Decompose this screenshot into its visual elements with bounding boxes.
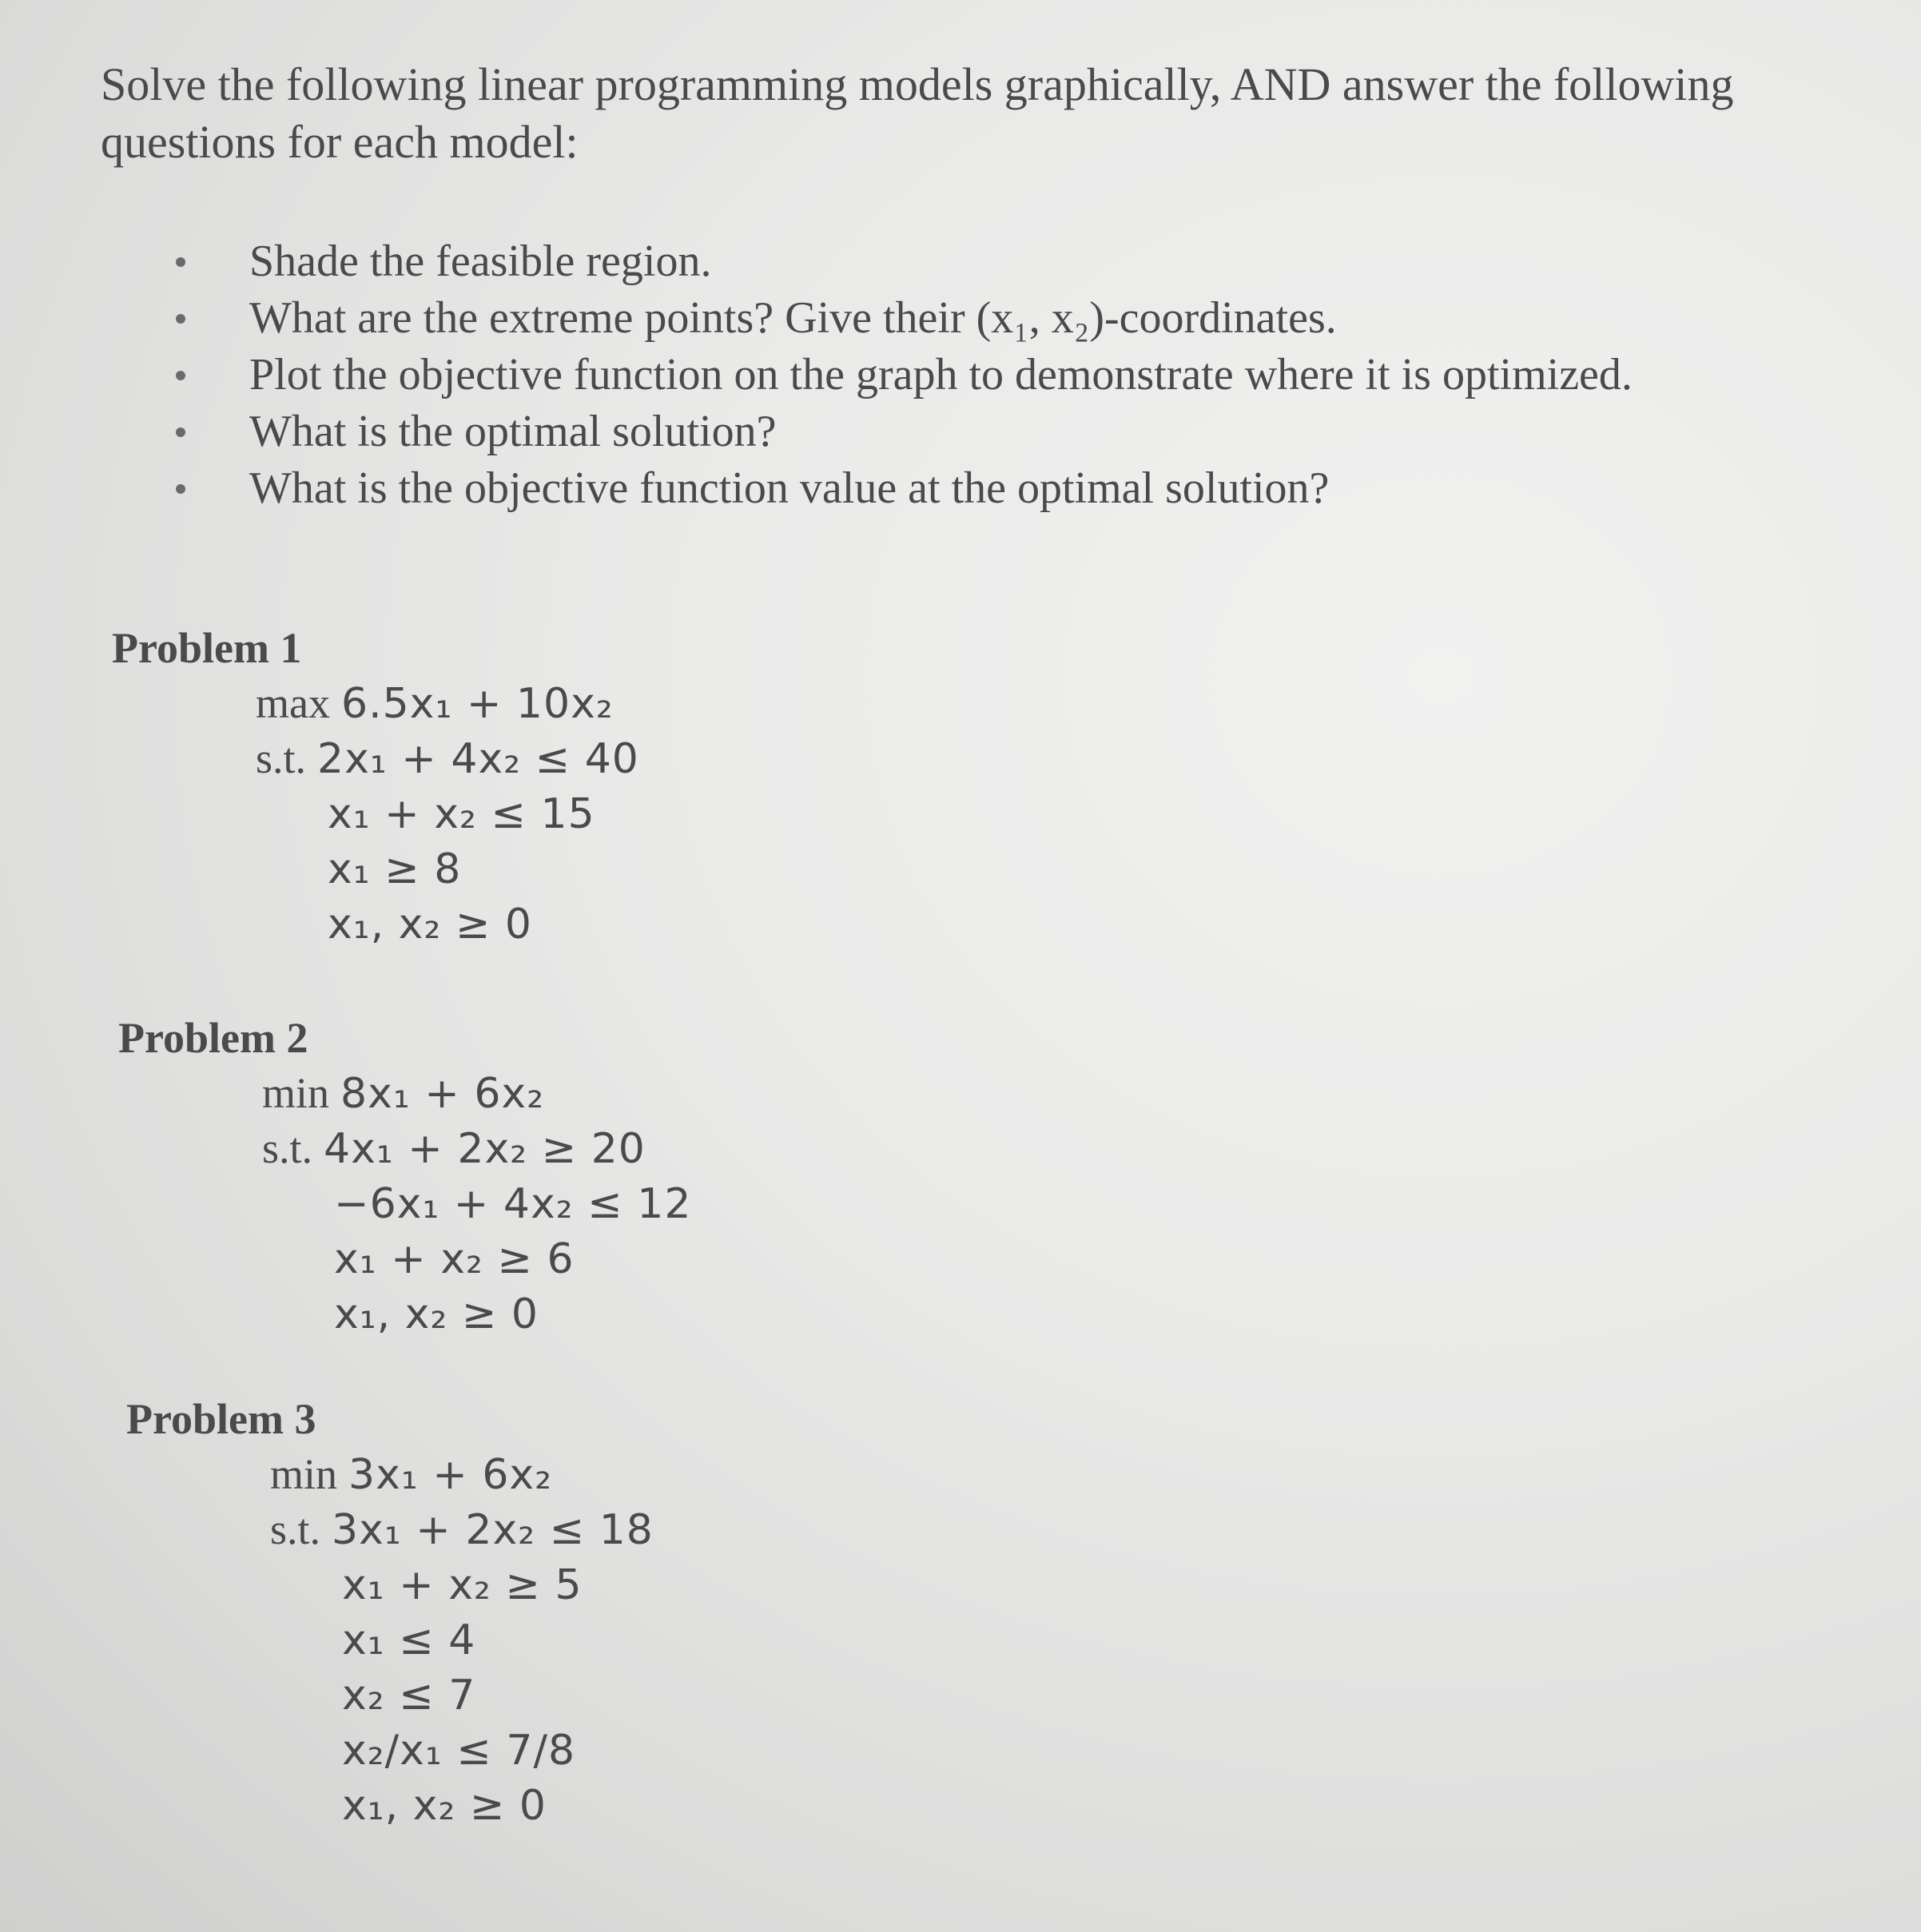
question-text: What are the extreme points? Give their (x₁, x₂)-coordinates. — [249, 293, 1337, 343]
bullet-icon — [176, 484, 185, 494]
list-item — [176, 290, 1633, 347]
objective-expression: 8x₁ + 6x₂ — [340, 1070, 545, 1118]
objective-label: min — [262, 1069, 330, 1117]
constraint-line — [262, 1231, 691, 1286]
objective-label: min — [270, 1450, 338, 1498]
objective-label: max — [256, 679, 330, 727]
question-text: What is the objective function value at the optimal solution? — [249, 463, 1330, 513]
constraint-expression: x₁ + x₂ ≤ 15 — [328, 790, 595, 838]
constraint-line — [256, 896, 639, 952]
list-item — [176, 233, 1633, 290]
constraint-expression: x₂/x₁ ≤ 7/8 — [342, 1727, 576, 1775]
constraint-line — [270, 1557, 654, 1612]
st-label: s.t. — [270, 1505, 321, 1553]
lp-model — [270, 1447, 654, 1833]
bullet-icon — [176, 371, 185, 380]
constraint-line — [270, 1612, 654, 1668]
question-text: Shade the feasible region. — [249, 237, 712, 286]
bullet-icon — [176, 257, 185, 267]
constraint-line — [262, 1176, 691, 1231]
lp-model — [262, 1066, 691, 1342]
constraint-expression: 2x₁ + 4x₂ ≤ 40 — [317, 735, 639, 783]
problem-title: Problem 3 — [126, 1395, 316, 1443]
question-text: What is the optimal solution? — [249, 407, 777, 456]
constraint-expression: x₁, x₂ ≥ 0 — [328, 900, 533, 948]
question-text: Plot the objective function on the graph to demonstrate where it is optimized. — [249, 350, 1633, 400]
constraint-line — [256, 841, 639, 896]
st-label: s.t. — [262, 1124, 313, 1172]
constraint-expression: 4x₁ + 2x₂ ≥ 20 — [324, 1125, 646, 1173]
constraint-expression: 3x₁ + 2x₂ ≤ 18 — [332, 1506, 654, 1554]
instructions-text: Solve the following linear programming models graphically, AND answer the following questions for each model: — [101, 58, 1734, 168]
constraint-line — [256, 786, 639, 841]
lp-model — [256, 676, 639, 952]
bullet-icon — [176, 427, 185, 437]
constraint-line — [262, 1286, 691, 1342]
problem-title: Problem 2 — [118, 1014, 308, 1062]
constraint-expression: −6x₁ + 4x₂ ≤ 12 — [334, 1180, 692, 1228]
list-item — [176, 460, 1633, 517]
objective-expression: 6.5x₁ + 10x₂ — [340, 680, 614, 728]
constraint-line — [270, 1723, 654, 1778]
constraint-expression: x₂ ≤ 7 — [342, 1672, 476, 1719]
constraint-expression: x₁ + x₂ ≥ 5 — [342, 1561, 583, 1609]
list-item — [176, 347, 1633, 403]
constraint-line — [270, 1502, 654, 1557]
problem-title: Problem 1 — [112, 624, 302, 672]
constraint-line — [270, 1778, 654, 1833]
constraint-line — [262, 1121, 691, 1176]
objective-line — [270, 1447, 654, 1502]
question-list — [176, 233, 1633, 517]
constraint-expression: x₁ ≤ 4 — [342, 1616, 476, 1664]
constraint-line — [256, 731, 639, 786]
constraint-line — [270, 1668, 654, 1723]
bullet-icon — [176, 314, 185, 324]
constraint-expression: x₁ ≥ 8 — [328, 845, 462, 893]
st-label: s.t. — [256, 734, 307, 782]
constraint-expression: x₁, x₂ ≥ 0 — [334, 1290, 539, 1338]
list-item — [176, 403, 1633, 460]
objective-line — [256, 676, 639, 731]
objective-expression: 3x₁ + 6x₂ — [348, 1451, 553, 1499]
objective-line — [262, 1066, 691, 1121]
constraint-expression: x₁ + x₂ ≥ 6 — [334, 1235, 575, 1283]
constraint-expression: x₁, x₂ ≥ 0 — [342, 1782, 547, 1830]
